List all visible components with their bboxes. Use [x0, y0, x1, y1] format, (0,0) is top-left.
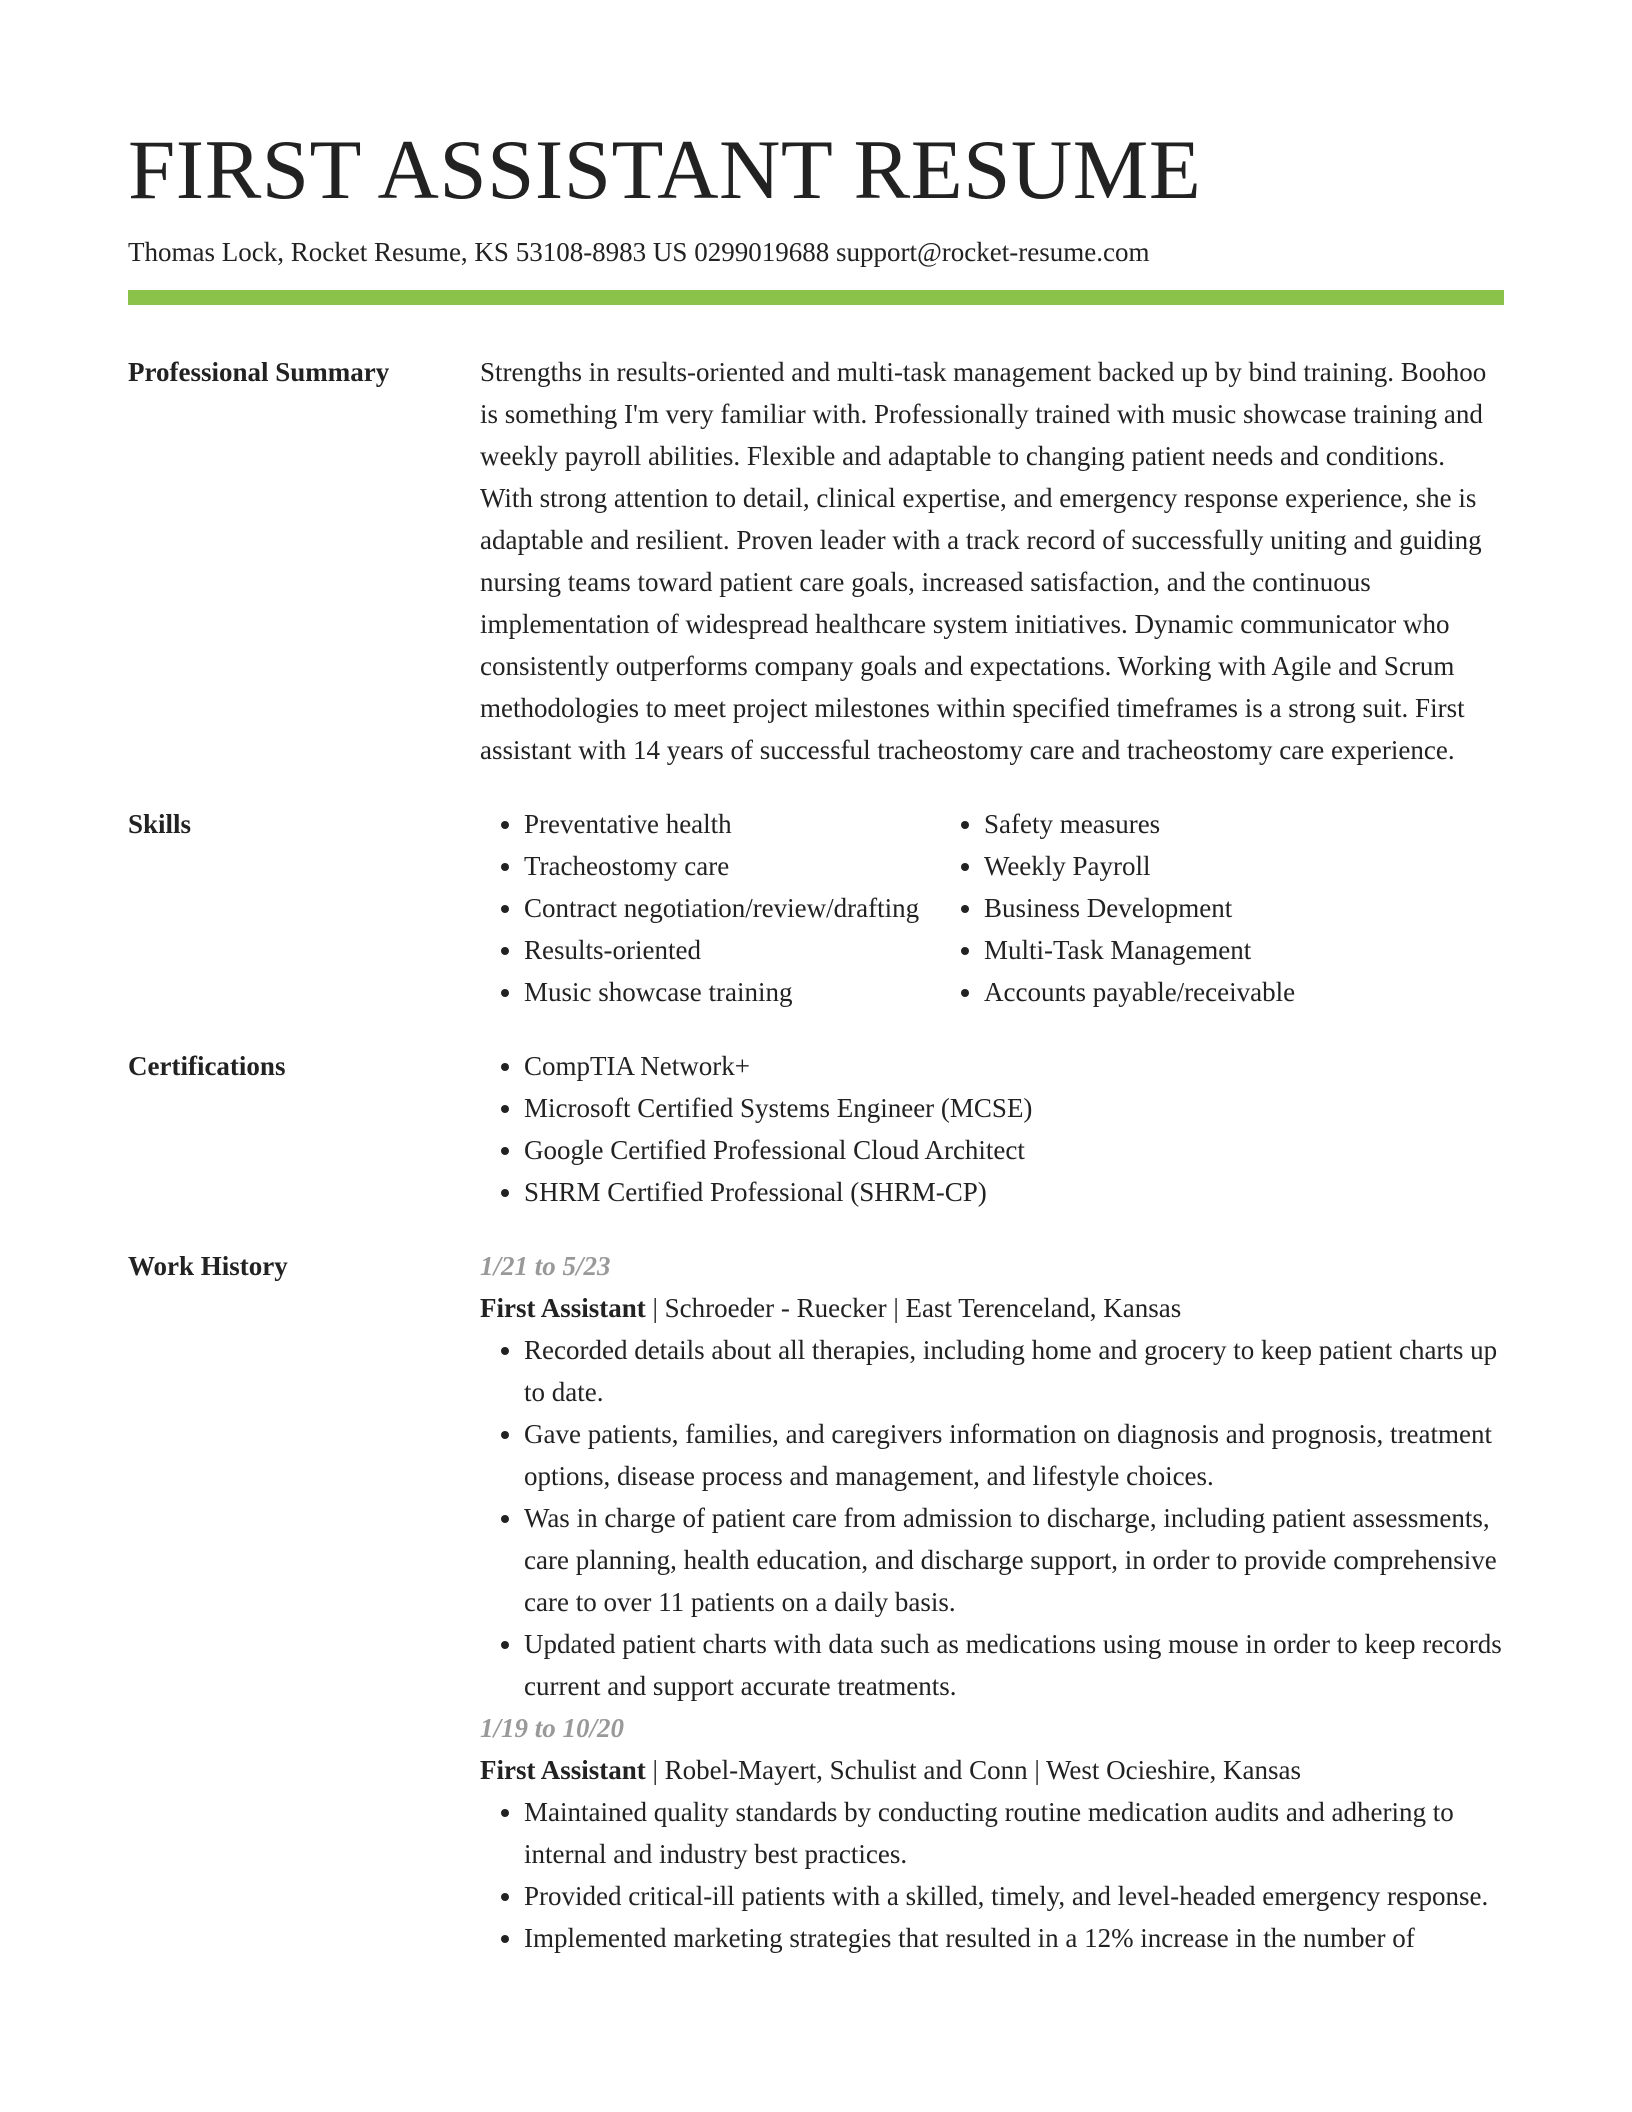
job-bullet-list: [480, 1329, 1504, 1707]
work-history-body: [480, 1245, 1504, 1959]
certifications-body: [480, 1045, 1504, 1213]
skills-grid: [480, 803, 1504, 1013]
section-skills: [128, 803, 1504, 1013]
job-dates: 1/19 to 10/20: [480, 1713, 625, 1743]
contact-line: Thomas Lock, Rocket Resume, KS 53108-8983 US 0299019688 support@rocket-resume.com: [128, 237, 1150, 267]
skill-item: • Business Development: [984, 887, 1295, 929]
section-label: Work History: [128, 1251, 288, 1281]
job-details: | Robel-Mayert, Schulist and Conn | West Ocieshire, Kansas: [645, 1755, 1302, 1785]
section-professional-summary: [128, 351, 1504, 771]
summary-text: Strengths in results-oriented and multi-task management backed up by bind training. Boohoo is something I'm very familiar with. Professionally trained with music showcase training and weekly payroll abilities. Flexible and adaptable to changing patient needs and conditions. With strong attention to detail, clinical expertise, and emergency response experience, she is adaptable and resilient. Proven leader with a track record of successfully uniting and guiding nursing teams toward patient care goals, increased satisfaction, and the continuous implementation of widespread healthcare system initiatives. Dynamic communicator who consistently outperforms company goals and expectations. Working with Agile and Scrum methodologies to meet project milestones within specified timeframes is a strong suit. First assistant with 14 years of successful tracheostomy care and tracheostomy care experience.: [480, 357, 1487, 765]
job-dates: 1/21 to 5/23: [480, 1251, 611, 1281]
certification-item: • SHRM Certified Professional (SHRM-CP): [524, 1171, 1504, 1213]
skills-body: [480, 803, 1504, 1013]
job-bullet: • Recorded details about all therapies, including home and grocery to keep patient charts up to date.: [524, 1329, 1504, 1413]
job-details: | Schroeder - Ruecker | East Terenceland, Kansas: [645, 1293, 1182, 1323]
job-bullet: • Provided critical-ill patients with a skilled, timely, and level-headed emergency response.: [524, 1875, 1504, 1917]
job-entry: [480, 1707, 1504, 1959]
job-bullet: • Updated patient charts with data such as medications using mouse in order to keep records current and support accurate treatments.: [524, 1623, 1504, 1707]
resume-title: FIRST ASSISTANT RESUME: [128, 123, 1202, 217]
job-title: First Assistant: [480, 1755, 646, 1785]
job-heading: [480, 1287, 1504, 1329]
job-bullet-list: [480, 1791, 1504, 1959]
skill-item: • Accounts payable/receivable: [984, 971, 1295, 1013]
skill-item: • Results-oriented: [524, 929, 940, 971]
section-label: Professional Summary: [128, 357, 390, 387]
job-entry: [480, 1245, 1504, 1707]
job-bullet: • Gave patients, families, and caregivers information on diagnosis and prognosis, treatment options, disease process and management, and lifestyle choices.: [524, 1413, 1504, 1497]
skill-item: • Preventative health: [524, 803, 940, 845]
skill-item: • Multi-Task Management: [984, 929, 1295, 971]
certification-item: • Google Certified Professional Cloud Architect: [524, 1129, 1504, 1171]
job-bullet: • Was in charge of patient care from admission to discharge, including patient assessments, care planning, health education, and discharge support, in order to provide comprehensive care to over 11 patients on a daily basis.: [524, 1497, 1504, 1623]
job-title: First Assistant: [480, 1293, 646, 1323]
job-bullet: • Maintained quality standards by conducting routine medication audits and adhering to internal and industry best practices.: [524, 1791, 1504, 1875]
section-work-history: [128, 1245, 1504, 1959]
section-label: Certifications: [128, 1051, 286, 1081]
certification-item: • Microsoft Certified Systems Engineer (MCSE): [524, 1087, 1504, 1129]
section-certifications: [128, 1045, 1504, 1213]
skill-item: • Contract negotiation/review/drafting: [524, 887, 940, 929]
certification-item: • CompTIA Network+: [524, 1045, 1504, 1087]
skills-column-right: [940, 803, 1295, 1013]
job-heading: [480, 1749, 1504, 1791]
skills-column-left: [480, 803, 940, 1013]
accent-divider: [128, 290, 1504, 305]
job-bullet: • Implemented marketing strategies that resulted in a 12% increase in the number of: [524, 1917, 1504, 1959]
skill-item: • Weekly Payroll: [984, 845, 1295, 887]
skill-item: • Tracheostomy care: [524, 845, 940, 887]
skill-item: • Safety measures: [984, 803, 1295, 845]
section-label: Skills: [128, 809, 192, 839]
skill-item: • Music showcase training: [524, 971, 940, 1013]
certifications-list: [480, 1045, 1504, 1213]
